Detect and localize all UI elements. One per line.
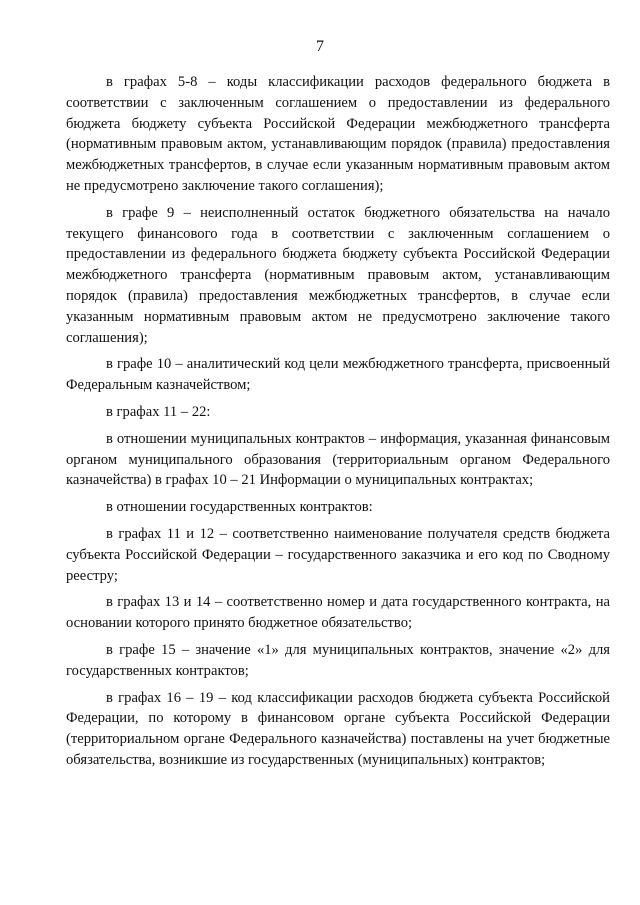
paragraph-municipal-contracts: в отношении муниципальных контрактов – информация, указанная финансовым органом муниципального образования (территориальным органом Федерального казначейства) в графах 10 – 21 Информации о муниципальных контрактах; — [66, 430, 610, 489]
paragraph-column-15: в графе 15 – значение «1» для муниципальных контрактов, значение «2» для государственных контрактов; — [66, 641, 610, 679]
paragraph-column-10: в графе 10 – аналитический код цели межбюджетного трансферта, присвоенный Федеральным казначейством; — [66, 356, 610, 394]
page-number: 7 — [316, 38, 324, 55]
paragraph-columns-11-22: в графах 11 – 22: — [106, 403, 211, 420]
paragraph-columns-11-12: в графах 11 и 12 – соответственно наименование получателя средств бюджета субъекта Российской Федерации – государственного заказчика и его код по Сводному реестру; — [66, 525, 610, 584]
paragraph-state-contracts: в отношении государственных контрактов: — [106, 499, 373, 516]
paragraph-columns-13-14: в графах 13 и 14 – соответственно номер и дата государственного контракта, на основании которого принято бюджетное обязательство; — [66, 594, 610, 632]
paragraph-column-9: в графе 9 – неисполненный остаток бюджетного обязательства на начало текущего финансового года в соответствии с заключенным соглашением о предоставлении из федерального бюджета бюджету субъекта Российской Федерации межбюджетного трансферта (нормативным правовым актом, устанавливающим порядок (правила) предоставления межбюджетных трансфертов, в случае если указанным нормативным правовым актом не предусмотрено заключение такого соглашения); — [66, 204, 610, 346]
document-body — [66, 72, 610, 777]
paragraph-columns-16-19: в графах 16 – 19 – код классификации расходов бюджета субъекта Российской Федерации, по которому в финансовом органе субъекта Российской Федерации (территориальном органе Федерального казначейства) поставлены на учет бюджетные обязательства, возникшие из государственных (муниципальных) контрактов; — [66, 689, 610, 768]
paragraph-columns-5-8: в графах 5-8 – коды классификации расходов федерального бюджета в соответствии с заключенным соглашением о предоставлении из федерального бюджета бюджету субъекта Российской Федерации межбюджетного трансферта (нормативным правовым актом, устанавливающим порядок (правила) предоставления межбюджетных трансфертов, в случае если указанным нормативным правовым актом не предусмотрено заключение такого соглашения); — [66, 74, 610, 194]
